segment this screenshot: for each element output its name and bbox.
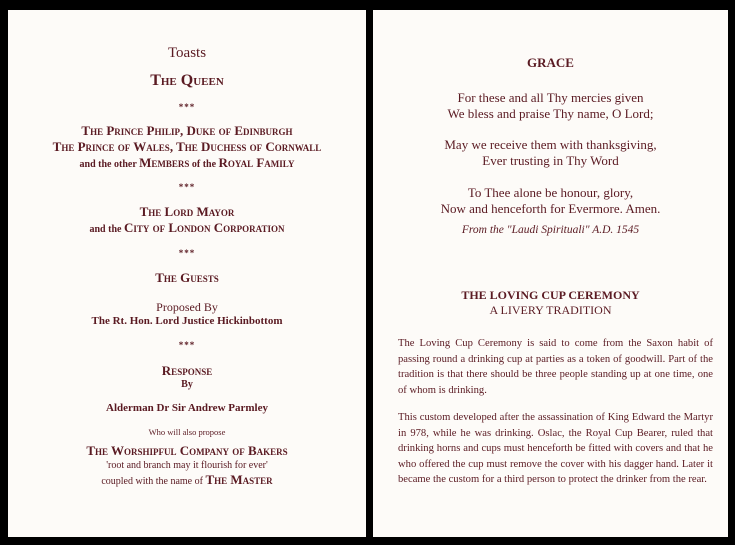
toast-royal-line3 [8,155,366,171]
toast-royal-line1: The Prince Philip, Duke of Edinburgh [81,123,293,138]
proposer-name: The Rt. Hon. Lord Justice Hickinbottom [91,315,283,327]
right-page [373,10,728,537]
text: of the [191,159,217,170]
ceremony-title: THE LOVING CUP CEREMONY [461,288,640,302]
company-name: The Worshipful Company of Bakers [86,443,288,458]
toast-lord-mayor: The Lord Mayor [139,204,235,219]
ceremony-paragraph-2: This custom developed after the assassination of King Edward the Martyr in 978, while he was drinking. Oslac, the Royal Cup Bearer, ruled that drinking horns and cups must henceforth be fitted with covers and that he who offered the cup must remove the cover with his dagger hand. Later it became the custom for a third person to protect the drinker from the rear. [398,412,713,485]
ceremony-subtitle: A LIVERY TRADITION [489,303,612,317]
text: coupled with the name of [101,476,203,487]
text: and the other [79,159,137,170]
separator: *** [178,102,196,112]
separator: *** [178,340,196,350]
text: and the [89,224,122,235]
left-page [8,10,366,537]
ceremony-paragraph-1: The Loving Cup Ceremony is said to come from the Saxon habit of passing round a drinking cup at parties as a token of goodwill. Part of the tradition is that there should be three people standing up at one time, one of whom is drinking. [398,338,713,396]
grace-line: We bless and praise Thy name, O Lord; [447,106,654,121]
text: The Master [205,472,273,487]
company-motto: 'root and branch may it flourish for ever' [106,460,268,471]
grace-title: GRACE [527,55,574,70]
toast-queen: The Queen [150,72,224,89]
proposed-by: Proposed By [156,300,218,314]
text: City of London Corporation [123,220,285,235]
toast-city-line [8,220,366,236]
response-by: By [181,379,193,390]
response-heading: Response [161,363,213,378]
grace-line: Ever trusting in Thy Word [482,153,619,168]
coupled-line [8,472,366,488]
grace-line: May we receive them with thanksgiving, [444,137,657,152]
separator: *** [178,182,196,192]
toast-royal-line2: The Prince of Wales, The Duchess of Cornwall [52,139,322,154]
text: Members [139,155,190,170]
grace-source: From the "Laudi Spirituali" A.D. 1545 [461,224,640,236]
grace-line: Now and henceforth for Evermore. Amen. [440,201,661,216]
grace-line: To Thee alone be honour, glory, [467,185,634,200]
text: Royal Family [218,155,295,170]
also-propose: Who will also propose [148,427,226,437]
separator: *** [178,248,196,258]
toast-guests: The Guests [155,270,219,285]
responder-name: Alderman Dr Sir Andrew Parmley [106,402,268,414]
grace-line: For these and all Thy mercies given [457,90,644,105]
toasts-title: Toasts [167,45,207,61]
